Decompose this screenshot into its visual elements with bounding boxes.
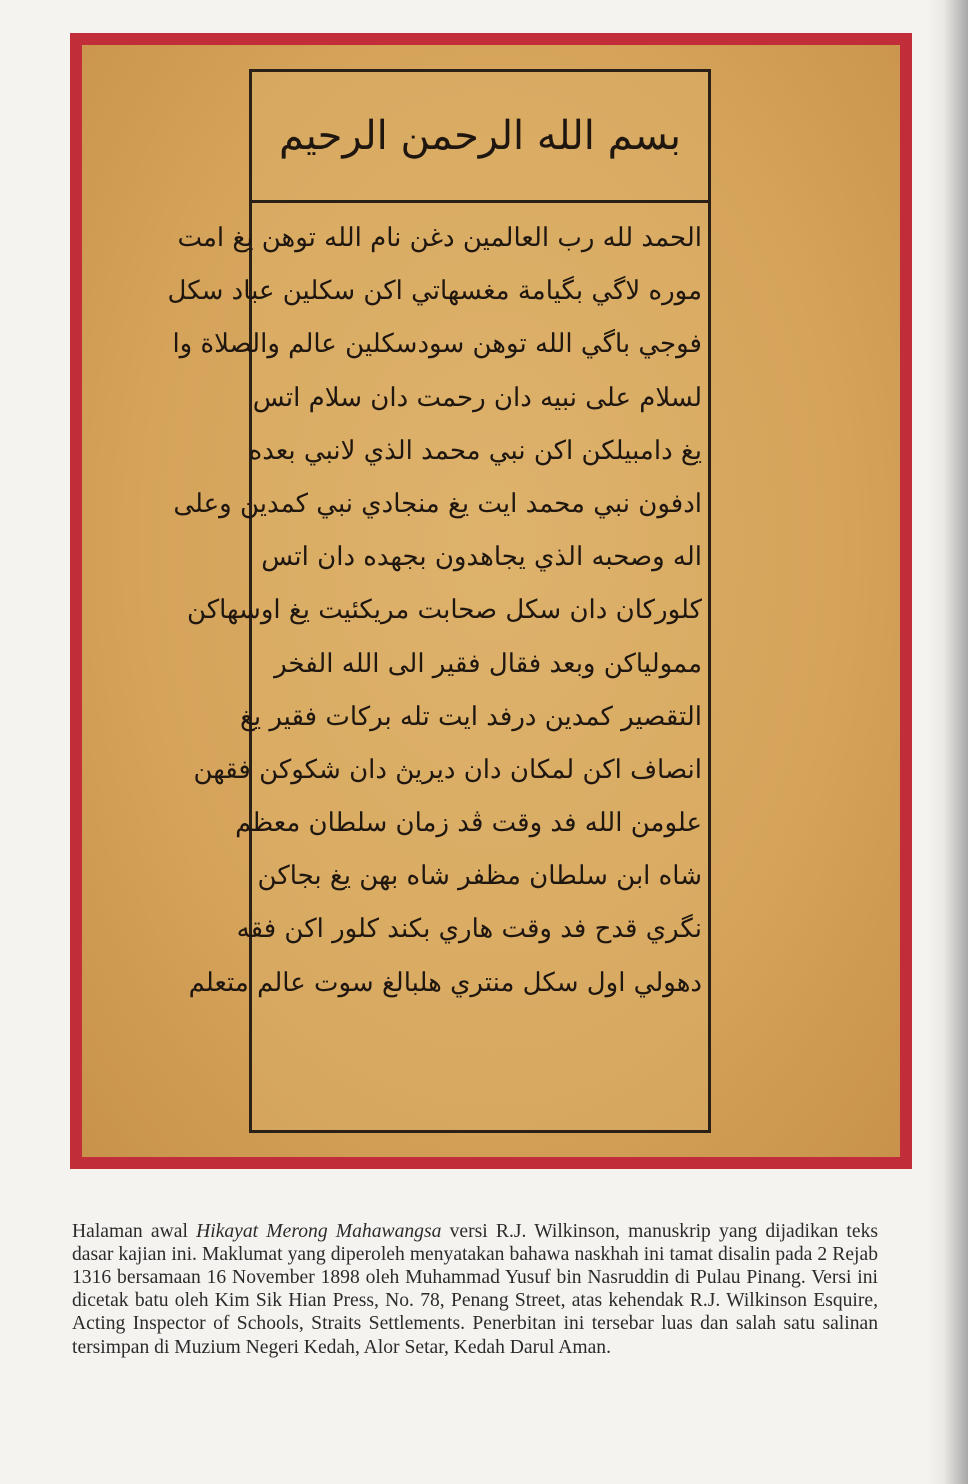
manuscript-line: يغ دامبيلكن اكن نبي محمد الذي لانبي بعده (248, 435, 702, 466)
manuscript-line: اله وصحبه الذي يجاهدون بجهده دان اتس (261, 542, 702, 573)
manuscript-line: نگري قدح فد وقت هاري بكند كلور اكن فقه (236, 914, 702, 945)
manuscript-plate (70, 33, 912, 1169)
caption-text-rest: versi R.J. Wilkinson, manuskrip yang dijadikan teks dasar kajian ini. Maklumat yang diperoleh menyatakan bahawa naskhah ini tamat disalin pada 2 Rejab 1316 bersamaan 16 November 1898 oleh Muhammad Yusuf bin Nasruddin di Pulau Pinang. Versi ini dicetak batu oleh Kim Sik Hian Press, No. 78, Penang Street, atas kehendak R.J. Wilkinson Esquire, Acting Inspector of Schools, Straits Settlements. Penerbitan ini tersebar luas dan salah satu salinan tersimpan di Muzium Negeri Kedah, Alor Setar, Kedah Darul Aman. (72, 1220, 878, 1358)
manuscript-line: التقصير كمدين درفد ايت تله بركات فقير يغ (239, 701, 702, 732)
manuscript-line: انصاف اكن لمكان دان ديريڽ دان شكوكن فقهن (193, 754, 702, 785)
page-edge-shadow (928, 0, 968, 1484)
caption-title: Hikayat Merong Mahawangsa (196, 1220, 442, 1242)
manuscript-line: الحمد لله رب العالمين دغن نام الله توهن يغ امت (177, 223, 702, 253)
manuscript-paper (82, 45, 900, 1157)
manuscript-line: دهولي اول سكل منتري هلبالغ سوت عالم متعلم (188, 967, 702, 998)
manuscript-line: لسلام على نبيه دان رحمت دان سلام اتس (252, 382, 702, 413)
manuscript-line: ممولياكن وبعد فقال فقير الى الله الفخر (274, 648, 702, 679)
manuscript-line: ادفون نبي محمد ايت يغ منجادي نبي كمدين وعلى (173, 488, 702, 519)
manuscript-frame (167, 69, 711, 1133)
basmala-header (252, 72, 708, 203)
manuscript-line: فوجي باگي الله توهن سودسكلين عالم والصلاة وا (172, 329, 702, 360)
basmala-text: بسم الله الرحمن الرحيم (278, 113, 682, 159)
manuscript-line: موره لاگي بگيامة مغسهاتي اكن سكلين عباد سكل (167, 276, 702, 307)
manuscript-line: علومن الله فد وقت ڤد زمان سلطان معظم (235, 808, 702, 839)
figure-caption (72, 1220, 878, 1359)
manuscript-body (167, 212, 708, 1122)
manuscript-line: كلوركان دان سكل صحابت مريكئيت يغ اوسهاكن (186, 595, 702, 626)
caption-text-start: Halaman awal (72, 1220, 197, 1242)
manuscript-line: شاه ابن سلطان مظفر شاه بهن يغ بجاكن (257, 861, 702, 892)
